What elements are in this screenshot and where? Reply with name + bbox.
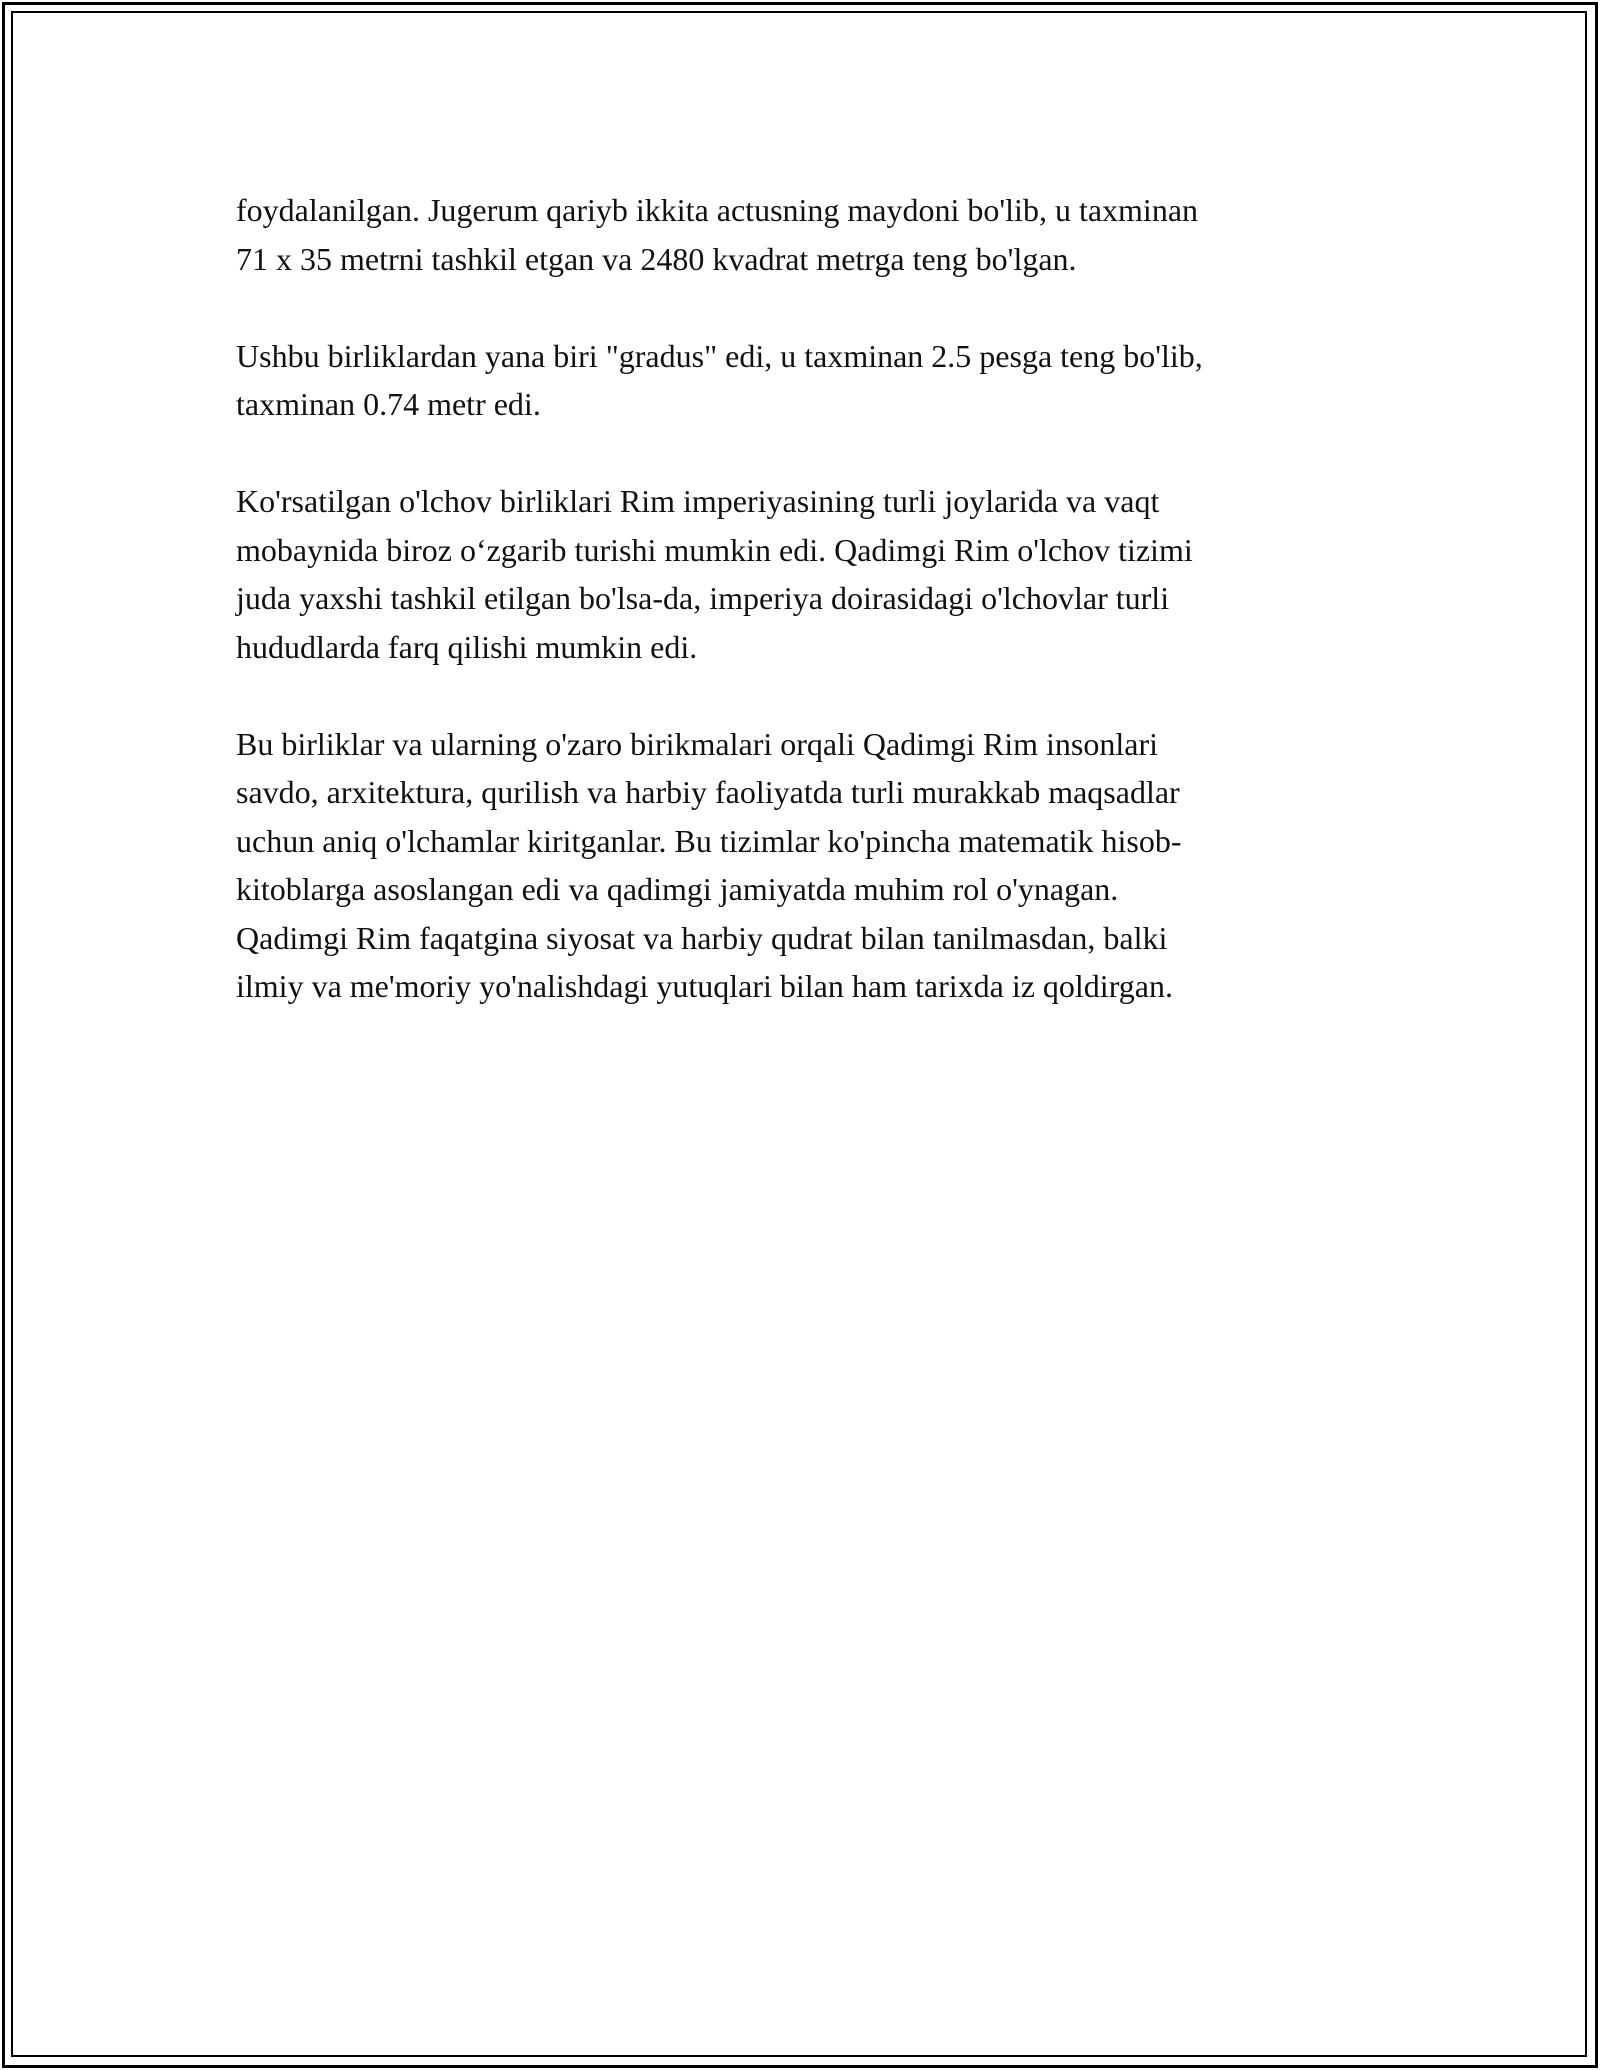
document-body [236,186,1386,1059]
paragraph-2: Ushbu birliklardan yana biri "gradus" edi, u taxminan 2.5 pesga teng bo'lib, taxminan 0.74 metr edi. [236,337,1203,422]
paragraph-1: foydalanilgan. Jugerum qariyb ikkita actusning maydoni bo'lib, u taxminan 71 x 35 metrni tashkil etgan va 2480 kvadrat metrga teng bo'lgan. [236,192,1199,277]
paragraph-4: Bu birliklar va ularning o'zaro birikmalari orqali Qadimgi Rim insonlari savdo, arxitektura, qurilish va harbiy faoliyatda turli murakkab maqsadlar uchun aniq o'lchamlar kiritganlar. Bu tizimlar ko'pincha matematik hisob- kitoblarga asoslangan edi va qadimgi jamiyatda muhim rol o'ynagan. Qadimgi Rim faqatgina siyosat va harbiy qudrat bilan tanilmasdan, balki ilmiy va me'moriy yo'nalishdagi yutuqlari bilan ham tarixda iz qoldirgan. [236,725,1182,1004]
paragraph-3: Ko'rsatilgan o'lchov birliklari Rim imperiyasining turli joylarida va vaqt mobaynida biroz o‘zgarib turishi mumkin edi. Qadimgi Rim o'lchov tizimi juda yaxshi tashkil etilgan bo'lsa-da, imperiya doirasidagi o'lchovlar turli hududlarda farq qilishi mumkin edi. [236,483,1193,665]
